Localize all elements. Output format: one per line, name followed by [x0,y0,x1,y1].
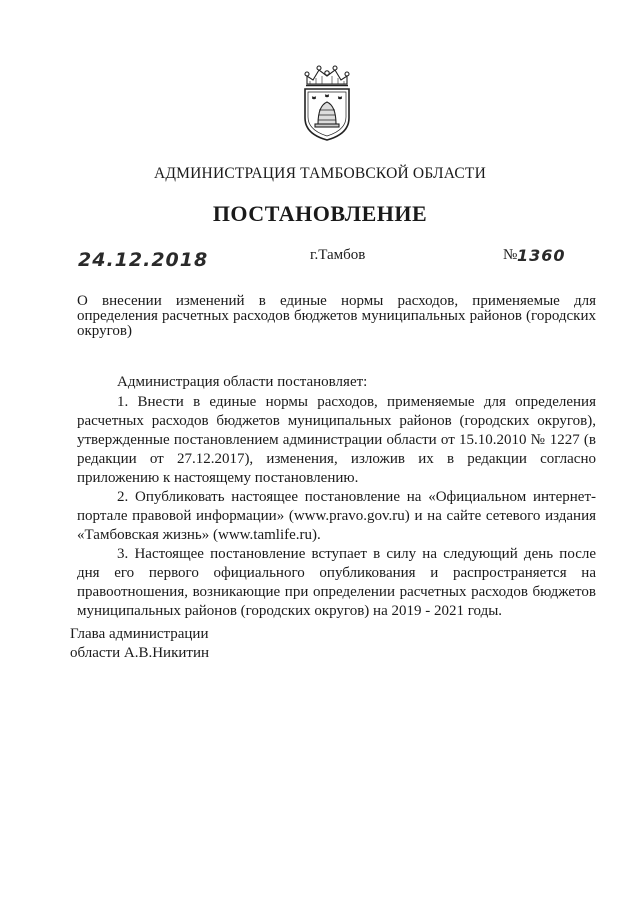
signature-line-name: области А.В.Никитин [70,645,210,661]
document-body [77,373,596,621]
document-subject: О внесении изменений в единые нормы расходов, применяемые для определения расчетных расходов бюджетов муниципальных районов (городских округов) [77,293,596,339]
body-paragraph-3: 3. Настоящее постановление вступает в силу на следующий день после дня его первого официального опубликования и распространяется на правоотношения, возникающие при определении расчетных расходов бюджетов муниципальных районов (городских округов) на 2019 - 2021 годы. [77,546,596,619]
signature-line-title: Глава администрации [70,626,209,642]
organization-name: АДМИНИСТРАЦИЯ ТАМБОВСКОЙ ОБЛАСТИ [154,165,486,182]
body-paragraph-1: 1. Внести в единые нормы расходов, применяемые для определения расчетных расходов бюджетов муниципальных районов (городских округов), утвержденные постановлением администрации области от 15.10.2010 № 1227 (в редакции от 27.12.2017), изменения, изложив их в редакции согласно приложению к настоящему постановлению. [77,394,596,486]
document-type-title: ПОСТАНОВЛЕНИЕ [212,201,428,226]
document-date: 24.12.2018 [78,249,209,271]
body-intro: Администрация области постановляет: [117,374,368,390]
document-city: г.Тамбов [310,247,366,263]
signature-block [70,625,209,663]
body-paragraph-2: 2. Опубликовать настоящее постановление на «Официальном интернет-портале правовой информации» (www.pravo.gov.ru) и на сайте сетевого издания «Тамбовская жизнь» (www.tamlife.ru). [77,489,596,543]
document-number: 1360 [517,246,566,265]
tambov-oblast-coat-of-arms-icon [297,58,357,142]
document-number-label: № [503,247,518,263]
